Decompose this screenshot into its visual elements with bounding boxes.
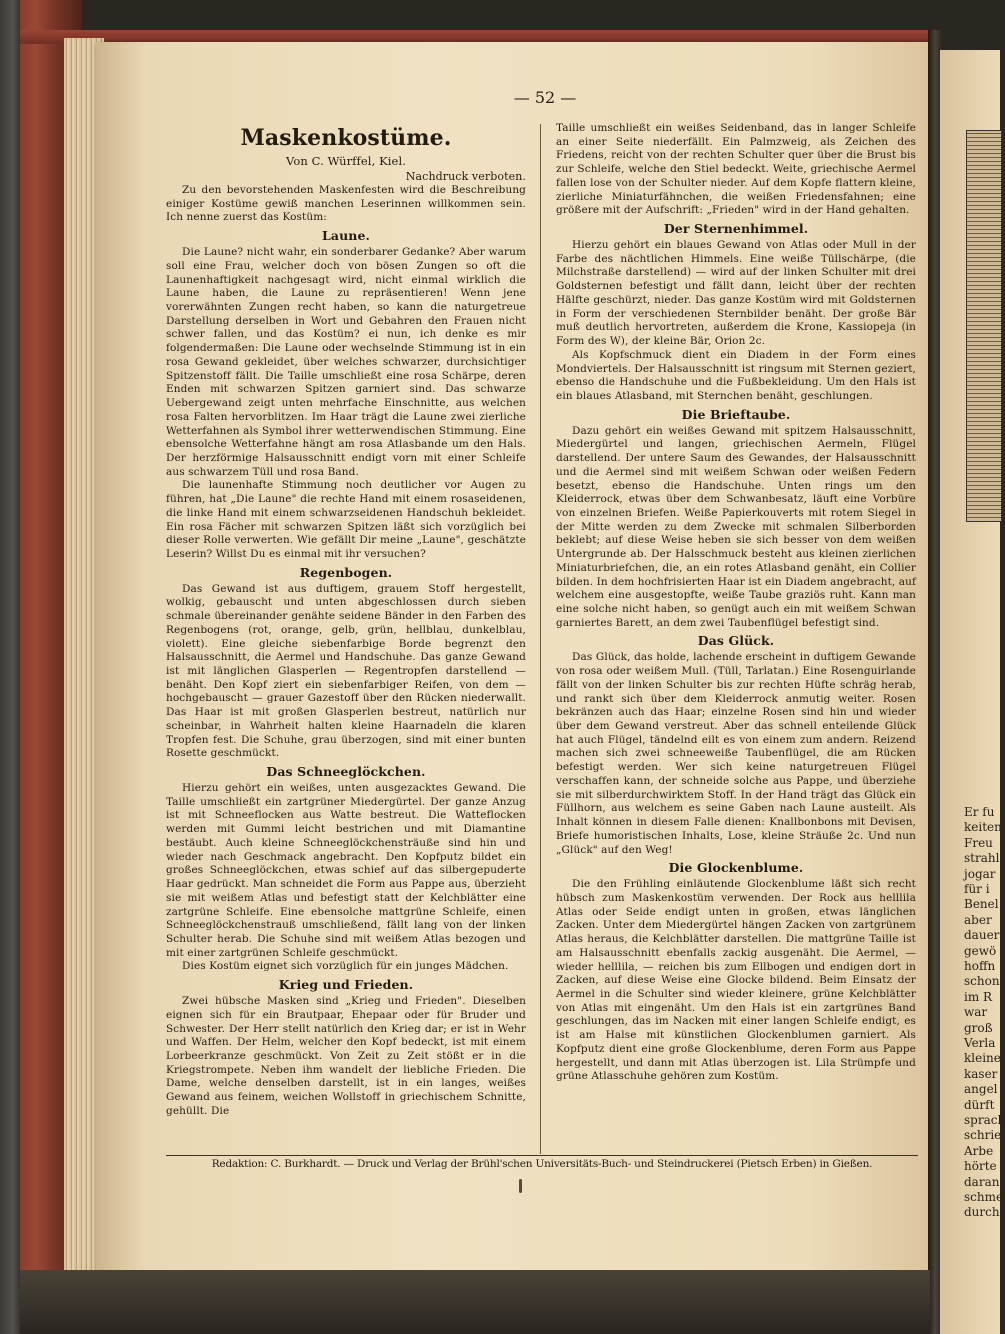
section-heading-regenbogen: Regenbogen. [299, 564, 393, 580]
facing-page-fragment: im R [964, 989, 993, 1004]
paragraph: Die launenhafte Stimmung noch deutlicher vor Augen zu führen, hat „Die Laune" die rechte Hand mit einem rosaseidenen, die linke Hand mit einem schwarzseidenen Handschuh bekleidet. Ein rosa Fächer mit schwarzen Spitzen läßt sich vorzüglich bei dieser Rolle verwerten. Wie gefällt Dir meine „Laune", geschätzte Leserin? Willst Du es einmal mit ihr versuchen? [166, 479, 526, 560]
facing-page-fragment: Benel [964, 897, 999, 912]
scan-bottom-shadow [20, 1270, 930, 1334]
left-column [166, 122, 526, 1119]
reprint-notice: Nachdruck verboten. [405, 170, 526, 183]
facing-page-fragment: jogar [964, 866, 996, 881]
section-heading-glueck: Das Glück. [697, 633, 775, 649]
facing-page-fragment: kleine [964, 1051, 1001, 1066]
section-heading-glockenblume: Die Glockenblume. [668, 860, 804, 876]
paragraph: Das Glück, das holde, lachende erscheint in duftigem Gewande von rosa oder weißem Mull. (Tüll, Tarlatan.) Eine Rosenguirlande fällt von der linken Schulter bis zur rechten Hüfte schräg herab, und rankt sich über dem Kleiderrock anmutig weiter. Rosen bekränzen auch das Haar; einzelne Rosen sind hin und wieder über dem Gewand verstreut. Aber das schnell enteilende Glück hat auch Flügel, tändelnd eilt es von einem zum andern. Reizend machen sich zwei schneeweiße Taubenflügel, die am Rücken befestigt werden. Wer sich keine naturgetreuen Flügel verschaffen kann, der schneide solche aus Pappe, und überziehe sie mit silberdurchwirktem Stoff. In der Hand trägt das Glück ein Füllhorn, aus welchem es seine Gaben nach Laune austeilt. Als Inhalt können in diesem Falle dienen: Knallbonbons mit Devisen, Briefe humoristischen Inhalts, Lose, kleine Sträuße 2c. Und nun „Glück" auf den Weg! [556, 651, 916, 856]
facing-page-fragment: Er fu [964, 805, 995, 819]
section-heading-schneegloeckchen: Das Schneeglöckchen. [266, 764, 426, 780]
paragraph: Dazu gehört ein weißes Gewand mit spitzem Halsausschnitt, Miedergürtel und langen, griechischen Aermeln, Flügel darstellend. Der untere Saum des Gewandes, der Halsausschnitt und die Aermel sind mit weißem Schwan oder weißen Federn besetzt, ebenso die Handschuhe. Unten rings um den Kleiderrock, etwas über dem Schwanbesatz, läuft eine Vorbüre von einzelnen Briefen. Weiße Papierkouverts mit rotem Siegel in der Mitte werden zu dem Zwecke mit schmalen Silberborden beklebt; auf diese Weise heben sie sich besser von dem weißen Untergrunde ab. Der Halsschmuck besteht aus kleinen zierlichen Miniaturbriefchen, die, an ein rotes Atlasband genäht, ein Collier bilden. In dem hochfrisierten Haar ist ein Diadem angebracht, auf welchem eine ausgestopfte, weiße Taube graziös ruht. Kann man eine solche nicht haben, so genügt auch ein mit weißem Schwan garniertes Barett, an dem zwei Taubenflügel befestigt sind. [556, 424, 916, 629]
facing-page-fragment: schme [964, 1190, 1004, 1204]
facing-page-fragment: schon [964, 974, 1000, 989]
facing-page-fragment: angel [964, 1082, 998, 1097]
facing-page-fragment: hoffn [964, 959, 996, 973]
book-spine-edge [0, 0, 22, 1334]
paragraph-continued: Taille umschließt ein weißes Seidenband, das in langer Schleife an einer Seite niederfällt. Ein Palmzweig, als Zeichen des Friedens, reicht von der rechten Schulter quer über die Brust bis zur Schleife, welche den Stiel bedeckt. Weite, griechische Aermel fallen lose von der Schulter nieder. Auf dem Kopfe flattern kleine, zierliche Miniaturfähnchen, die weißen Friedensfahnen; eine größere mit der Aufschrift: „Frieden" wird in der Hand gehalten. [556, 122, 916, 217]
facing-page-fragment: gewö [964, 943, 997, 958]
facing-page-fragment: war [964, 1005, 988, 1020]
section-heading-laune: Laune. [322, 228, 370, 244]
paragraph: Als Kopfschmuck dient ein Diadem in der Form eines Mondviertels. Der Halsausschnitt ist ringsum mit Sternen geziert, ebenso die Handschuhe und die Fußbekleidung. Um den Hals ist ein blaues Atlasband, mit Sternchen benäht, geschlungen. [556, 348, 916, 402]
facing-page-fragment: keiten [964, 820, 1002, 835]
article-title: Maskenkostüme. [240, 125, 452, 151]
facing-page-fragment: strahl [964, 851, 1000, 866]
section-heading-krieg-frieden: Krieg und Frieden. [278, 977, 414, 993]
section-heading-sternenhimmel: Der Sternenhimmel. [663, 221, 809, 237]
facing-page-fragment: sprach [964, 1113, 1005, 1127]
facing-page-fragment: aber [964, 912, 992, 927]
paragraph: Zwei hübsche Masken sind „Krieg und Frieden". Dieselben eignen sich für ein Brautpaar, Ehepaar oder für Bruder und Schwester. Der Herr stellt natürlich den Krieg dar; er ist in Wehr und Waffen. Der Helm, welcher den Kopf bedeckt, ist mit einem Lorbeerkranze geschmückt. Von Zeit zu Zeit stößt er in die Kriegstrompete. Neben ihm wandelt der liebliche Frieden. Die Dame, welche denselben darstellt, ist in ein langes, weißes Gewand aus feinem, weichen Wollstoff in griechischem Schnitte, gehüllt. Die [166, 995, 526, 1117]
paragraph: Die den Frühling einläutende Glockenblume läßt sich recht hübsch zum Maskenkostüm verwenden. Der Rock aus helllila Atlas oder Seide endigt unten in großen, etwas länglichen Zacken. Unter dem Miedergürtel hängen Zacken von zartgrünem Atlas heraus, die Kelchblätter darstellen. Die mattgrüne Taille ist am Halsausschnitt ebenfalls zackig ausgenäht. Die Aermel, — wieder helllila, — reichen bis zum Ellbogen und endigen dort in Zacken, auf diese Weise eine Glocke bildend. Beim Einsatz der Aermel in die Schulter sind wieder kleinere, grüne Kelchblätter von Atlas mit eingenäht. Um den Hals ist ein zartgrünes Band geschlungen, das im Nacken mit einer langen Schleife endigt, es ist am Halse mit künstlichen Glockenblumen garniert. Als Kopfputz dient eine große Glockenblume, deren Form aus Pappe hergestellt, und dann mit Atlas überzogen ist. Lila Strümpfe und grüne Atlasschuhe gehören zum Kostüm. [556, 878, 916, 1083]
page-number: — 52 — [513, 88, 577, 107]
facing-page-fragment: Arbe [964, 1143, 994, 1158]
footer-rule [166, 1155, 918, 1156]
facing-page-fragment: durch [964, 1205, 1000, 1220]
imprint-footer: Redaktion: C. Burkhardt. — Druck und Verlag der Brühl'schen Universitäts-Buch- und Steindruckerei (Pietsch Erben) in Gießen. [211, 1158, 873, 1170]
facing-page-fragment: groß [964, 1020, 993, 1035]
paragraph: Die Laune? nicht wahr, ein sonderbarer Gedanke? Aber warum soll eine Frau, welcher doch von bösen Zungen so oft die Launenhaftigkeit nachgesagt wird, nicht einmal wirklich die Laune haben, die Laune zu repräsentieren! Wenn jene vorerwähnten Zungen recht haben, so kann die naturgetreue Darstellung derselben in Wort und Gebahren den Frauen nicht schwer fallen, und das Kostüm? ei nun, ich denke es mir folgendermaßen: Die Laune oder wechselnde Stimmung ist in ein rosa Gewand gekleidet, über welches schwarzer, durchsichtiger Spitzenstoff fällt. Die Taille umschließt eine rosa Schärpe, deren Enden mit schwarzen Spitzen garniert sind. Das schwarze Uebergewand zeigt unten mehrfache Einschnitte, aus welchen rosa Falten hervorblitzen. Im Haar trägt die Laune zwei zierliche Wetterfahnen als Symbol ihrer wetterwendischen Stimmung. Eine ebensolche Wetterfahne hängt am rosa Atlasbande um den Hals. Der herzförmige Halsausschnitt endigt vorn mit einer Schleife aus schwarzem Tüll und rosa Band. [166, 246, 526, 478]
column-divider [540, 124, 541, 1154]
facing-page-fragment: Freu [964, 835, 993, 850]
paragraph: Dies Kostüm eignet sich vorzüglich für ein junges Mädchen. [182, 960, 509, 973]
right-column [556, 122, 916, 1084]
pin-mark [519, 1179, 522, 1193]
paragraph: Hierzu gehört ein blaues Gewand von Atlas oder Mull in der Farbe des nächtlichen Himmels. Eine weiße Tüllschärpe, (die Milchstraße darstellend) — wird auf der linken Schulter mit drei Goldsternen befestigt und fällt dann, leicht über der rechten Hälfte geschürzt, nieder. Das ganze Kostüm wird mit Goldsternen in Form der verschiedenen Sternbilder benäht. Der große Bär muß deutlich hervortreten, außerdem die Krone, Kassiopeja (in Form des W), der kleine Bär, Orion 2c. [556, 239, 916, 348]
facing-page-fragment: dürft [964, 1097, 995, 1112]
facing-page-fragment: hörte [964, 1159, 997, 1174]
facing-page-fragment: schrie [964, 1128, 1002, 1143]
paragraph: Hierzu gehört ein weißes, unten ausgezacktes Gewand. Die Taille umschließt ein zartgrüner Miedergürtel. Der ganze Anzug ist mit Schneeflocken aus Watte bestreut. Die Watteflocken werden mit Gummi leicht bestrichen und mit Diamantine bestäubt. Auch kleine Schneeglöckchensträuße sind hin und wieder nach Geschmack angebracht. Den Kopfputz bildet ein großes Schneeglöckchen, etwas schief auf das silbergepuderte Haar gedrückt. Man schneidet die Form aus Pappe aus, überzieht sie mit weißem Atlas und befestigt statt der Kelchblätter eine zartgrüne Schleife. Eine ebensolche mattgrüne Schleife, einen Schneeglöckchenstrauß umschließend, fällt lang von der linken Schulter herab. Die Schuhe sind mit weißem Atlas bezogen und mit einer zartgrünen Schleife geschmückt. [166, 782, 526, 959]
paragraph: Das Gewand ist aus duftigem, grauem Stoff hergestellt, wolkig, gebauscht und unten abgeschlossen durch sieben schmale übereinander genähte seidene Bänder in den Farben des Regenbogens (rot, orange, gelb, grün, hellblau, dunkelblau, violett). Eine gleiche siebenfarbige Borde begrenzt den Halsausschnitt, die Aermel und Handschuhe. Das ganze Gewand ist mit länglichen Glasperlen — Regentropfen darstellend — benäht. Den Kopf ziert ein siebenfarbiger Reifen, von dem — hochgebauscht — grauer Gazestoff über den Rücken niederwallt. Das Haar ist mit großen Glasperlen bestreut, natürlich nur scheinbar, in Wahrheit halten kleine Haarnadeln die klaren Tropfen fest. Die Schuhe, grau überzogen, sind mit einer bunten Rosette geschmückt. [166, 582, 526, 760]
facing-page-fragment: daran [964, 1174, 1000, 1189]
section-heading-brieftaube: Die Brieftaube. [681, 406, 791, 422]
facing-page-fragment: für i [964, 882, 990, 896]
article-byline: Von C. Würffel, Kiel. [285, 154, 406, 168]
intro-paragraph: Zu den bevorstehenden Maskenfesten wird die Beschreibung einiger Kostüme gewiß manchen Leserinnen willkommen sein. Ich nenne zuerst das Kostüm: [166, 184, 526, 224]
facing-page-illustration [966, 130, 1002, 522]
facing-page-fragment: Verla [964, 1036, 996, 1050]
facing-page [940, 50, 1005, 1334]
facing-page-fragment: dauer [964, 928, 1000, 943]
facing-page-fragment: kaser [964, 1066, 998, 1081]
